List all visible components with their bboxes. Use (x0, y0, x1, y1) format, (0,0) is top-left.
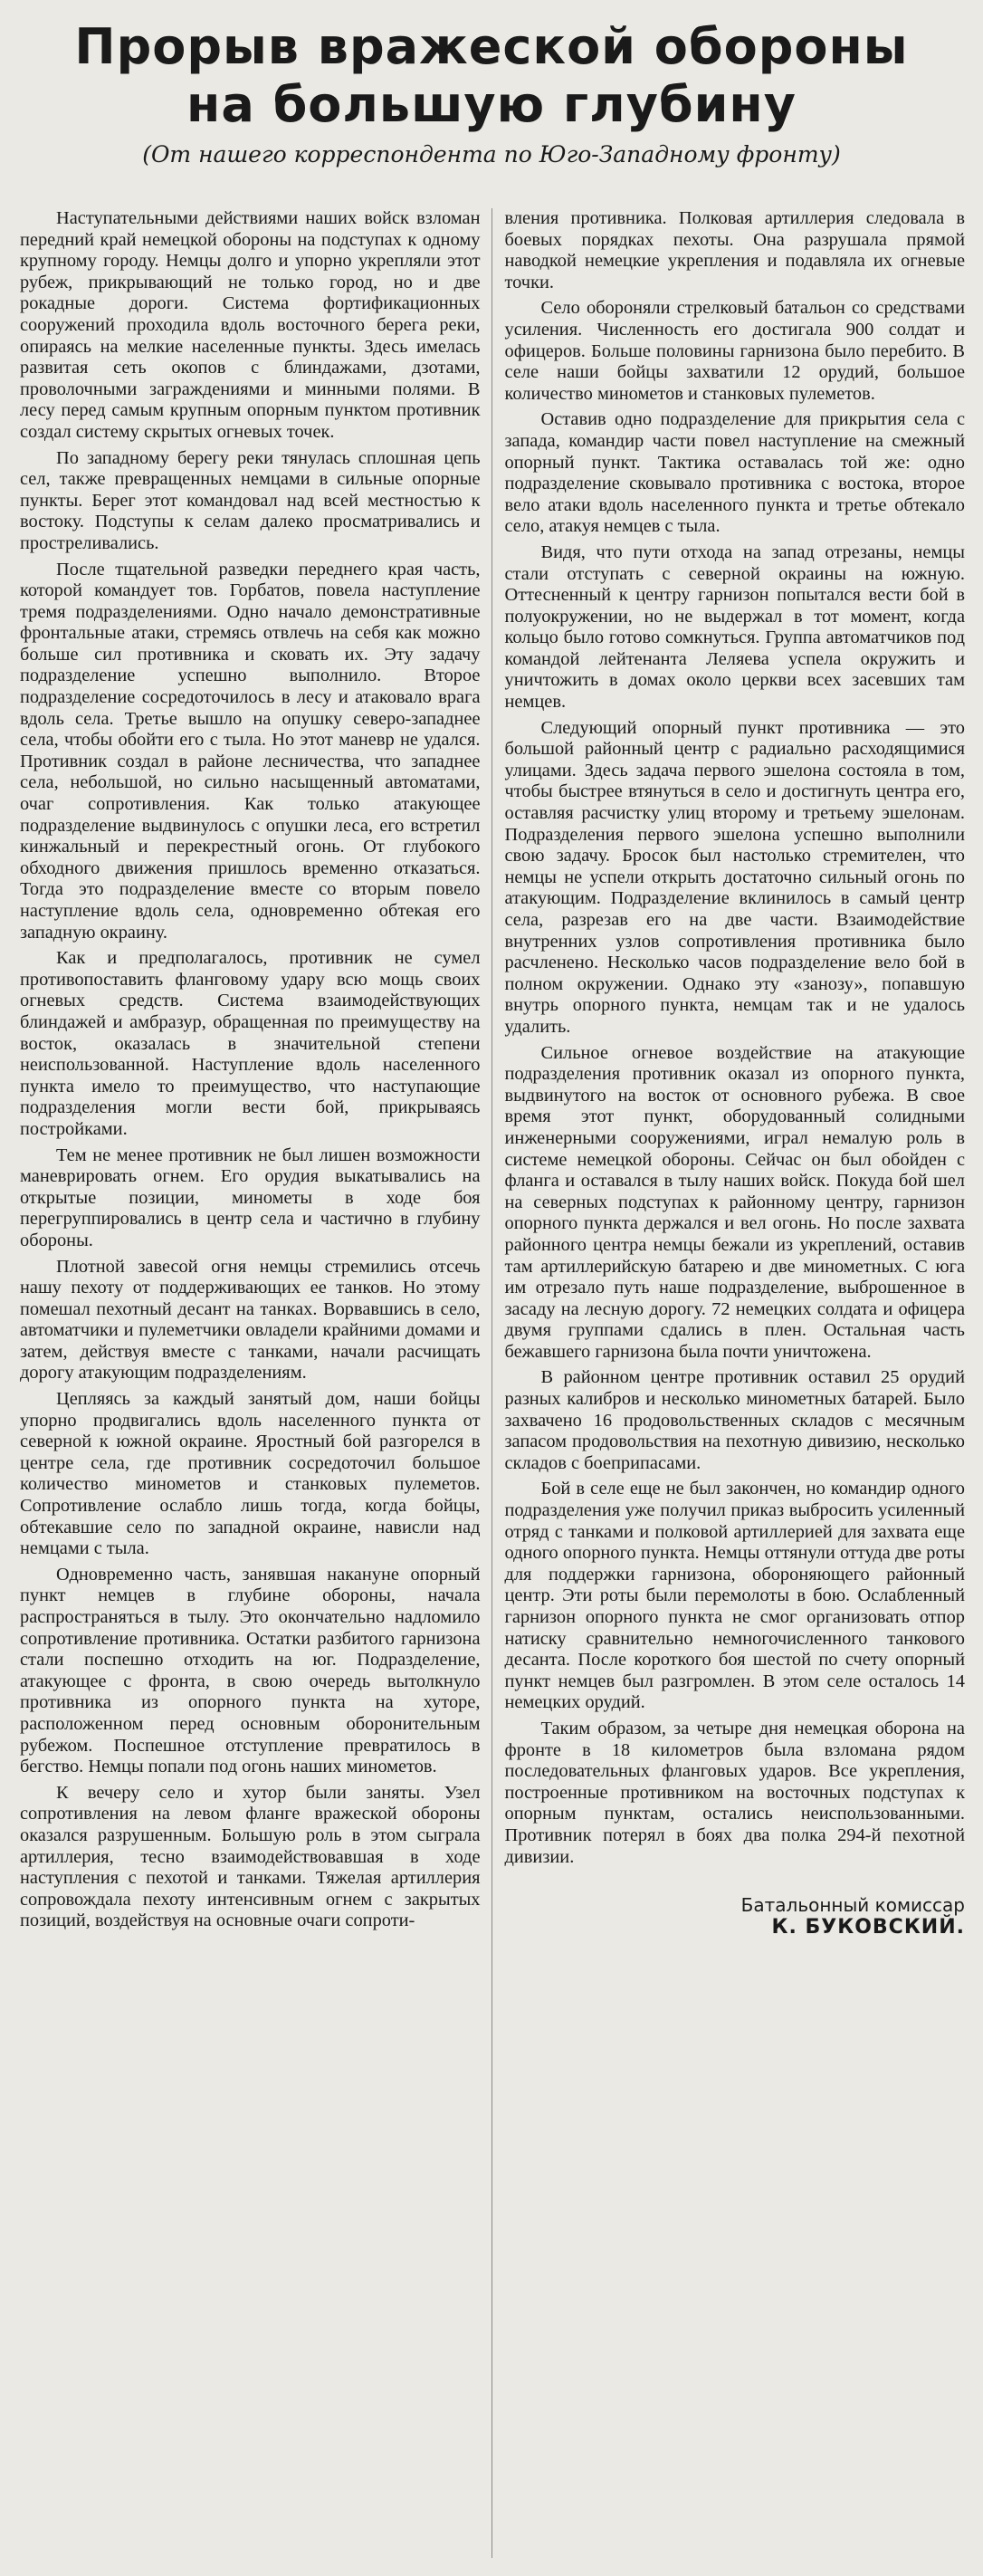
paragraph: В районном центре противник оставил 25 орудий разных калибров и несколько минометных батарей. Было захвачено 16 продовольственных складов с месячным запасом продовольствия на пехотную дивизию, несколько складов с боеприпасами. (504, 1367, 965, 1473)
paragraph: Таким образом, за четыре дня немецкая оборона на фронте в 18 километров была взломана рядом последовательных фланговых ударов. Все укрепления, построенные противником на восточных подступах к опорным пунктам, остались неиспользованными. Противник потерял в боях два полка 294-й пехотной дивизии. (504, 1718, 965, 1867)
paragraph: Тем не менее противник не был лишен возможности маневрировать огнем. Его орудия выкатывались на открытые позиции, минометы в ходе боя перегруппировались в центр села и частично в глубину обороны. (20, 1144, 481, 1250)
author-rank: Батальонный комиссар (740, 1894, 965, 1917)
headline (9, 18, 974, 134)
paragraph: Цепляясь за каждый занятый дом, наши бойцы упорно продвигались вдоль населенного пункта от северной к южной окраине. Яростный бой разгорелся в центре села, где противник сосредоточил большое количество минометов и станковых пулеметов. Сопротивление ослабло лишь тогда, когда бойцы, обтекавшие село по западной окраине, нависли над немцами с тыла. (20, 1389, 481, 1559)
paragraph: Сильное огневое воздействие на атакующие подразделения противник оказал из опорного пункта, выдвинутого на восток от основного рубежа. В свое время этот пункт, оборудованный солидными инженерными сооружениями, играл немалую роль в системе немецкой обороны. Сейчас он был обойден с фланга и оставался в тылу наших войск. Покуда бой шел на северных подступах к районному центру, гарнизон опорного пункта держался и вел огонь. Но после захвата районного центра немцы бежали из укреплений, оставив там артиллерийскую батарею и две минометных. С юга им отрезало путь наше подразделение, выброшенное в засаду на лесную дорогу. 72 немецких солдата и офицера двумя группами сдались в плен. Остальная часть бежавшего гарнизона была почти уничтожена. (504, 1042, 965, 1362)
subtitle: (От нашего корреспондента по Юго-Западному фронту) (142, 141, 841, 168)
article-body (20, 208, 965, 2558)
paragraph: Видя, что пути отхода на запад отрезаны, немцы стали отступать с северной окраины на южную. Оттесненный к центру гарнизон попытался вести бой в полуокружении, но не выдержал в тот момент, когда кольцо было готово сомкнуться. Группа автоматчиков под командой лейтенанта Леляева успела окружить и уничтожить в домах около церкви всех засевших там немцев. (504, 541, 965, 713)
newspaper-page (0, 18, 983, 2576)
paragraph: Бой в селе еще не был закончен, но командир одного подразделения уже получил приказ выбросить усиленный отряд с танками и полковой артиллерией для захвата еще одного опорного пункта. Немцы оттянули оттуда две роты для поддержки гарнизона, обороняющего районный центр. Эти роты были перемолоты в бою. Ослабленный гарнизон опорного пункта не смог организовать отпор натиску сравнительно немногочисленного танкового десанта. После короткого боя шестой по счету опорный пункт немцев был разгромлен. В этом селе осталось 14 немецких орудий. (504, 1479, 965, 1713)
left-column (20, 208, 492, 2558)
right-column (505, 208, 966, 2558)
paragraph: К вечеру село и хутор были заняты. Узел сопротивления на левом фланге вражеской обороны оказался разрушенным. Большую роль в этом сыграла артиллерия, тесно взаимодействовавшая в ходе наступления с пехотой и танками. Тяжелая артиллерия сопровождала пехоту интенсивным огнем с закрытых позиций, воздействуя на основные очаги сопроти- (20, 1782, 481, 1931)
paragraph: После тщательной разведки переднего края часть, которой командует тов. Горбатов, повела наступление тремя подразделениями. Одно начало демонстративные фронтальные атаки, стремясь отвлечь на себя как можно больше сил противника и сковать их. Эту задачу подразделение успешно выполнило. Второе подразделение сосредоточилось в лесу и атаковало врага вдоль села. Третье вышло на опушку северо-западнее села, чтобы обойти его с тыла. Но этот маневр не удался. Противник создал в районе лесничества, что западнее села, небольшой, но сильно насыщенный автоматами, очаг сопротивления. Как только атакующее подразделение выдвинулось с опушки леса, его встретил кинжальный и перекрестный огонь. От глубокого обходного движения пришлось временно отказаться. Тогда это подразделение вместе со вторым повело наступление вдоль села, одновременно обтекая его западную окраину. (20, 559, 481, 943)
paragraph: Как и предполагалось, противник не сумел противопоставить фланговому удару всю мощь своих огневых средств. Система взаимодействующих блиндажей и амбразур, обращенная по преимуществу на восток, оказалась в значительной степени неиспользованной. Наступление вдоль населенного пункта имело то преимущество, что наступающие подразделения могли вести бой, прикрываясь постройками. (20, 948, 481, 1139)
headline-line-1: Прорыв вражеской обороны (74, 18, 909, 75)
paragraph: Наступательными действиями наших войск взломан передний край немецкой обороны на подступах к одному крупному городу. Немцы долго и упорно укрепляли этот рубеж, прикрывающий не только город, но и две рокадные дороги. Система фортификационных сооружений проходила вдоль восточного берега реки, опираясь на мелкие населенные пункты. Здесь имелась развитая сеть окопов с блиндажами, дзотами, проволочными заграждениями и минными полями. В лесу перед самым крупным опорным пунктом противник создал систему скрытых огневых точек. (20, 208, 481, 442)
paragraph: По западному берегу реки тянулась сплошная цепь сел, также превращенных немцами в сильные опорные пункты. Берег этот командовал над всей местностью к востоку. Подступы к селам далеко просматривались и простреливались. (20, 447, 481, 553)
paragraph: Село обороняли стрелковый батальон со средствами усиления. Численность его достигала 900 солдат и офицеров. Больше половины гарнизона было перебито. В селе наши бойцы захватили 12 орудий, большое количество минометов и станковых пулеметов. (504, 298, 965, 404)
paragraph: Одновременно часть, занявшая накануне опорный пункт немцев в глубине обороны, начала распространяться в тылу. Это окончательно надломило сопротивление противника. Остатки разбитого гарнизона стали поспешно отходить на юг. Подразделение, атакующее с фронта, в свою очередь вытолкнуло противника из опорного пункта на хуторе, расположенном перед основным оборонительным рубежом. Поспешное отступление превратилось в бегство. Немцы попали под огонь наших минометов. (20, 1564, 481, 1777)
paragraph: Плотной завесой огня немцы стремились отсечь нашу пехоту от поддерживающих ее танков. Но этому помешал пехотный десант на танках. Ворвавшись в село, автоматчики и пулеметчики овладели крайними домами и затем, действуя вместе с танками, начали расчищать дорогу атакующим подразделениям. (20, 1256, 481, 1384)
paragraph: Оставив одно подразделение для прикрытия села с запада, командир части повел наступление на смежный опорный пункт. Тактика оставалась той же: одно подразделение сковывало противника с востока, второе вело атаки вдоль населенного пункта и третье обтекало село, атакуя немцев с тыла. (504, 409, 965, 537)
paragraph: Следующий опорный пункт противника — это большой районный центр с радиально расходящимися улицами. Здесь задача первого эшелона состояла в том, чтобы быстрее втянуться в село и достигнуть центра его, оставляя расчистку улиц второму и третьему эшелонам. Подразделения первого эшелона успешно выполнили свою задачу. Бросок был настолько стремителен, что немцы не успели открыть достаточно сильный огонь по атакующим. Подразделение вклинилось в самый центр села, разрезав его на две части. Взаимодействие внутренних узлов сопротивления противника было расчленено. Несколько часов подразделение вело бой в полном окружении. Однако эту «занозу», попавшую внутрь опорного пункта, немцам так и не удалось удалить. (504, 717, 965, 1037)
headline-line-2: на большую глубину (186, 76, 797, 133)
paragraph: вления противника. Полковая артиллерия следовала в боевых порядках пехоты. Она разрушала прямой наводкой немецкие укрепления и подавляла их огневые точки. (504, 208, 965, 292)
author-name: К. БУКОВСКИЙ. (771, 1915, 965, 1939)
